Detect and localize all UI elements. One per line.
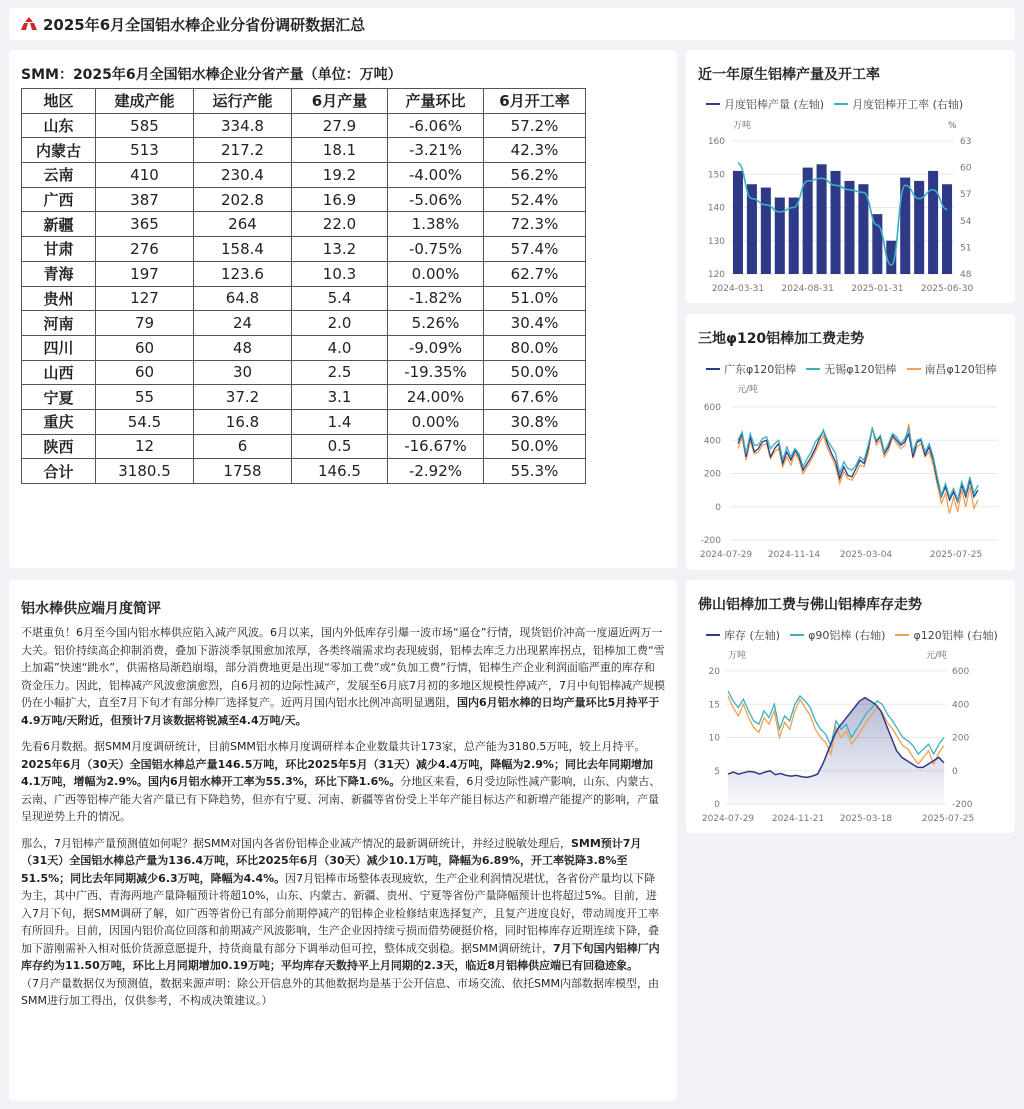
table-cell: 5.4 bbox=[292, 286, 388, 311]
table-cell: 410 bbox=[96, 163, 194, 188]
table-cell: 12 bbox=[96, 434, 194, 459]
x-tick: 2024-08-31 bbox=[781, 284, 834, 294]
table-cell: 55.3% bbox=[484, 459, 586, 484]
chart-title: 近一年原生铝棒产量及开工率 bbox=[698, 67, 880, 83]
table-row bbox=[22, 237, 586, 262]
table-cell: 16.8 bbox=[194, 409, 292, 434]
legend-item[interactable]: 库存 (左轴) bbox=[706, 627, 780, 643]
y-tick: -200 bbox=[700, 536, 721, 546]
table-cell: 387 bbox=[96, 187, 194, 212]
y-tick-right: 57 bbox=[960, 190, 972, 201]
y-tick-right: 54 bbox=[960, 216, 972, 227]
chart-title: 佛山铝棒加工费与佛山铝棒库存走势 bbox=[698, 597, 922, 613]
table-cell: 2.5 bbox=[292, 360, 388, 385]
table-cell: 0.00% bbox=[388, 261, 484, 286]
table-cell: 6 bbox=[194, 434, 292, 459]
table-cell: 云南 bbox=[22, 163, 96, 188]
table-row bbox=[22, 459, 586, 484]
table-cell: 河南 bbox=[22, 311, 96, 336]
y-tick-left: 15 bbox=[708, 700, 720, 711]
table-cell: 19.2 bbox=[292, 163, 388, 188]
table-cell: 123.6 bbox=[194, 261, 292, 286]
y-tick-left: 10 bbox=[708, 733, 720, 744]
table-cell: 56.2% bbox=[484, 163, 586, 188]
table-cell: 42.3% bbox=[484, 138, 586, 163]
output-rate-chart bbox=[686, 50, 1015, 303]
table-cell: -0.75% bbox=[388, 237, 484, 262]
chart-card-output-rate bbox=[686, 50, 1015, 303]
table-body bbox=[22, 113, 586, 483]
table-cell: 0.5 bbox=[292, 434, 388, 459]
production-table bbox=[21, 88, 586, 484]
axis-unit-left: 万吨 bbox=[728, 651, 747, 661]
table-cell: 50.0% bbox=[484, 360, 586, 385]
legend-item[interactable]: 月度铝棒开工率 (右轴) bbox=[834, 96, 963, 112]
logo-icon bbox=[21, 17, 37, 31]
y-tick-right: 60 bbox=[960, 163, 972, 174]
table-cell: 陕西 bbox=[22, 434, 96, 459]
table-header-cell: 运行产能 bbox=[194, 89, 292, 114]
y-tick: 0 bbox=[715, 502, 721, 513]
table-cell: 5.26% bbox=[388, 311, 484, 336]
table-row bbox=[22, 163, 586, 188]
table-header-cell: 地区 bbox=[22, 89, 96, 114]
table-cell: 365 bbox=[96, 212, 194, 237]
table-cell: 广西 bbox=[22, 187, 96, 212]
table-cell: -1.82% bbox=[388, 286, 484, 311]
table-header-cell: 建成产能 bbox=[96, 89, 194, 114]
table-cell: 宁夏 bbox=[22, 385, 96, 410]
table-cell: 57.4% bbox=[484, 237, 586, 262]
table-cell: 52.4% bbox=[484, 187, 586, 212]
table-row bbox=[22, 409, 586, 434]
table-cell: 30.4% bbox=[484, 311, 586, 336]
table-cell: 青海 bbox=[22, 261, 96, 286]
x-tick: 2025-06-30 bbox=[920, 284, 974, 294]
table-cell: 50.0% bbox=[484, 434, 586, 459]
legend-item[interactable]: φ90铝棒 (右轴) bbox=[790, 627, 885, 643]
table-cell: 585 bbox=[96, 113, 194, 138]
table-cell: 10.3 bbox=[292, 261, 388, 286]
table-cell: 334.8 bbox=[194, 113, 292, 138]
y-tick-left: 20 bbox=[708, 667, 720, 677]
bar bbox=[817, 164, 827, 274]
legend-item[interactable]: 无锡φ120铝棒 bbox=[806, 361, 896, 377]
bar bbox=[844, 181, 854, 274]
table-cell: 80.0% bbox=[484, 335, 586, 360]
axis-unit-right: 元/吨 bbox=[926, 651, 948, 661]
table-cell: 0.00% bbox=[388, 409, 484, 434]
production-table-card bbox=[9, 50, 677, 568]
article-paragraph: 先看6月数据。据SMM月度调研统计，目前SMM铝水棒月度调研样本企业数量共计173家，总产能为3180.5万吨，较上月持平。2025年6月（30天）全国铝水棒总产量146.5万吨，环比2025年5月（31天）减少4.4万吨，降幅为2.9%；同比去年同期增加4.1万吨，增幅为2.9%。国内6月铝水棒开工率为55.3%，环比下降1.6%。分地区来看，6月受边际性减产影响，山东、内蒙古、云南、广西等铝棒产能大省产量已有下降趋势，但亦有宁夏、河南、新疆等省份受上半年产能目标达产和新增产能提产的影响，产量呈现逆势上升的情况。 bbox=[21, 740, 661, 823]
table-cell: 55 bbox=[96, 385, 194, 410]
table-cell: 230.4 bbox=[194, 163, 292, 188]
y-tick: 400 bbox=[703, 436, 721, 447]
bar bbox=[747, 184, 757, 274]
y-tick-right: 200 bbox=[952, 733, 970, 744]
bar bbox=[914, 181, 924, 274]
table-cell: 127 bbox=[96, 286, 194, 311]
table-cell: 217.2 bbox=[194, 138, 292, 163]
bar bbox=[733, 171, 743, 274]
y-tick-right: -200 bbox=[952, 800, 973, 810]
chart-card-foshan bbox=[686, 580, 1015, 833]
table-cell: 67.6% bbox=[484, 385, 586, 410]
article-card bbox=[9, 580, 677, 1101]
table-cell: 合计 bbox=[22, 459, 96, 484]
bar bbox=[928, 171, 938, 274]
table-cell: 1.4 bbox=[292, 409, 388, 434]
table-cell: -19.35% bbox=[388, 360, 484, 385]
x-tick: 2024-07-29 bbox=[701, 814, 755, 824]
y-tick-right: 400 bbox=[952, 700, 970, 711]
table-cell: 24 bbox=[194, 311, 292, 336]
table-cell: 513 bbox=[96, 138, 194, 163]
article-title: 铝水棒供应端月度简评 bbox=[21, 601, 161, 617]
legend-item[interactable]: 广东φ120铝棒 bbox=[706, 361, 796, 377]
table-cell: 甘肃 bbox=[22, 237, 96, 262]
table-cell: 山东 bbox=[22, 113, 96, 138]
table-row bbox=[22, 335, 586, 360]
y-tick-right: 63 bbox=[960, 137, 972, 147]
axis-unit-right: % bbox=[948, 121, 957, 131]
x-tick: 2025-07-25 bbox=[921, 814, 975, 824]
y-tick-left: 120 bbox=[707, 270, 725, 280]
table-row bbox=[22, 113, 586, 138]
article-paragraph: 不堪重负！6月至今国内铝水棒供应陷入减产风波。6月以来，国内外低库存引爆一波市场“逼仓”行情，现货铝价冲高一度逼近两万一大关。铝价持续高企抑制消费，叠加下游淡季氛围愈加浓厚，各类终端需求均表现疲弱，铝棒去库乏力出现累库拐点，铝棒加工费“雪上加霜”快速“跳水”，供需格局渐趋崩塌，部分消费地更是出现“零加工费”或“负加工费”行情，铝棒生产企业利润面临严重的库存和资金压力。因此，铝棒减产风波愈演愈烈，自6月初的边际性减产，发展至6月底7月初的多地区规模性停减产，7月中旬铝棒减产规模仍在小幅扩大，直至7月下旬才有部分棒厂选择复产。近两月国内铝水比例冲高明显遇阻，国内6月铝水棒的日均产量环比5月持平于4.9万吨/天附近，但预计7月该数据将锐减至4.4万吨/天。 bbox=[21, 626, 665, 727]
x-tick: 2025-03-18 bbox=[839, 814, 893, 824]
table-cell: 16.9 bbox=[292, 187, 388, 212]
table-cell: 57.2% bbox=[484, 113, 586, 138]
chart-card-fees bbox=[686, 314, 1015, 570]
x-tick: 2025-01-31 bbox=[851, 284, 904, 294]
table-cell: 158.4 bbox=[194, 237, 292, 262]
table-cell: 24.00% bbox=[388, 385, 484, 410]
axis-unit-left: 万吨 bbox=[733, 121, 752, 131]
table-row bbox=[22, 187, 586, 212]
table-title: SMM：2025年6月全国铝水棒企业分省产量（单位：万吨） bbox=[21, 67, 402, 83]
table-cell: 51.0% bbox=[484, 286, 586, 311]
table-cell: -4.00% bbox=[388, 163, 484, 188]
x-tick: 2025-07-25 bbox=[929, 550, 983, 560]
legend-item[interactable]: φ120铝棒 (右轴) bbox=[895, 627, 997, 643]
y-tick-left: 150 bbox=[707, 170, 725, 181]
table-header-cell: 6月产量 bbox=[292, 89, 388, 114]
bar bbox=[942, 184, 952, 274]
chart-title: 三地φ120铝棒加工费走势 bbox=[698, 331, 865, 347]
table-cell: 18.1 bbox=[292, 138, 388, 163]
foshan-chart bbox=[686, 580, 1015, 833]
table-cell: 202.8 bbox=[194, 187, 292, 212]
table-cell: -16.67% bbox=[388, 434, 484, 459]
table-cell: 27.9 bbox=[292, 113, 388, 138]
table-cell: 1.38% bbox=[388, 212, 484, 237]
table-cell: 山西 bbox=[22, 360, 96, 385]
table-cell: 60 bbox=[96, 335, 194, 360]
y-tick: 600 bbox=[703, 403, 721, 413]
table-cell: 54.5 bbox=[96, 409, 194, 434]
table-cell: 72.3% bbox=[484, 212, 586, 237]
y-tick-left: 160 bbox=[707, 137, 725, 147]
table-cell: 22.0 bbox=[292, 212, 388, 237]
table-row bbox=[22, 434, 586, 459]
y-tick-right: 51 bbox=[960, 243, 972, 254]
y-tick-right: 48 bbox=[960, 270, 972, 280]
table-cell: 146.5 bbox=[292, 459, 388, 484]
table-cell: 四川 bbox=[22, 335, 96, 360]
table-cell: 内蒙古 bbox=[22, 138, 96, 163]
table-cell: 48 bbox=[194, 335, 292, 360]
bar bbox=[761, 188, 771, 274]
page-header bbox=[9, 8, 1015, 40]
table-cell: 37.2 bbox=[194, 385, 292, 410]
table-row bbox=[22, 385, 586, 410]
y-tick: 200 bbox=[703, 469, 721, 480]
table-cell: 276 bbox=[96, 237, 194, 262]
legend-item[interactable]: 月度铝棒产量 (左轴) bbox=[706, 96, 824, 112]
table-cell: -5.06% bbox=[388, 187, 484, 212]
y-tick-left: 140 bbox=[707, 203, 725, 214]
table-row bbox=[22, 311, 586, 336]
x-tick: 2025-03-04 bbox=[839, 550, 893, 560]
table-row bbox=[22, 212, 586, 237]
fees-chart bbox=[686, 314, 1015, 570]
table-cell: 30 bbox=[194, 360, 292, 385]
table-cell: 3180.5 bbox=[96, 459, 194, 484]
table-cell: 新疆 bbox=[22, 212, 96, 237]
table-cell: 3.1 bbox=[292, 385, 388, 410]
table-cell: 重庆 bbox=[22, 409, 96, 434]
legend-item[interactable]: 南昌φ120铝棒 bbox=[907, 361, 997, 377]
axis-unit: 元/吨 bbox=[737, 385, 759, 395]
x-tick: 2024-03-31 bbox=[711, 284, 765, 294]
table-cell: 贵州 bbox=[22, 286, 96, 311]
table-row bbox=[22, 138, 586, 163]
page-title: 2025年6月全国铝水棒企业分省份调研数据汇总 bbox=[43, 15, 366, 34]
y-tick-right: 0 bbox=[952, 766, 958, 777]
table-cell: 60 bbox=[96, 360, 194, 385]
table-cell: 62.7% bbox=[484, 261, 586, 286]
table-cell: 13.2 bbox=[292, 237, 388, 262]
table-cell: 2.0 bbox=[292, 311, 388, 336]
series-line bbox=[738, 429, 978, 502]
bar bbox=[789, 198, 799, 274]
table-cell: -6.06% bbox=[388, 113, 484, 138]
article-paragraph: 那么，7月铝棒产量预测值如何呢？据SMM对国内各省份铝棒企业减产情况的最新调研统计，并经过脱敏处理后，SMM预计7月（31天）全国铝水棒总产量为136.4万吨，环比2025年6月（30天）减少10.1万吨，降幅为6.89%，开工率锐降3.8%至51.5%；同比去年同期减少6.3万吨，降幅为4.4%。因7月铝棒市场整体表现疲软，生产企业利润情况堪忧，各省份产量均以下降为主，其中广西、青海两地产量降幅预计将超10%，山东、内蒙古、新疆、贵州、宁夏等省份产量降幅预计也将超过5%。目前，进入7月下旬，据SMM调研了解，如广西等省份已有部分前期停减产的铝棒企业检修结束选择复产，且复产进度良好，带动周度开工率有所回升。目前，因国内铝价高位回落和前期减产风波影响，生产企业因持续亏损而借势硬挺价格，同时铝棒库存近期连续下降，叠加下游刚需补入相对低价货源意愿提升，持货商量有部分下调举动但可控，整体成交弱稳。据SMM调研统计，7月下旬国内铝棒厂内库存约为11.50万吨，环比上月同期增加0.19万吨；平均库存天数持平上月同期的2.3天，临近8月铝棒供应端已有回稳迹象。 （7月产量数据仅为预测值，数据来源声明：除公开信息外的其他数据均是基于公开信息、市场交流、依托SMM内部数据库模型，由SMM进行加工得出，仅供参考，不构成决策建议。） bbox=[21, 836, 660, 1007]
x-tick: 2024-11-21 bbox=[771, 814, 825, 824]
y-tick-right: 600 bbox=[952, 667, 970, 677]
x-tick: 2024-11-14 bbox=[767, 550, 821, 560]
table-cell: 64.8 bbox=[194, 286, 292, 311]
table-header-cell: 产量环比 bbox=[388, 89, 484, 114]
y-tick-left: 0 bbox=[714, 800, 720, 810]
table-cell: 264 bbox=[194, 212, 292, 237]
table-cell: 4.0 bbox=[292, 335, 388, 360]
table-header-row bbox=[22, 89, 586, 114]
table-cell: 197 bbox=[96, 261, 194, 286]
x-tick: 2024-07-29 bbox=[699, 550, 753, 560]
table-cell: 30.8% bbox=[484, 409, 586, 434]
table-cell: 79 bbox=[96, 311, 194, 336]
table-cell: -9.09% bbox=[388, 335, 484, 360]
y-tick-left: 130 bbox=[707, 236, 725, 247]
series-line bbox=[738, 424, 978, 514]
table-row bbox=[22, 360, 586, 385]
table-cell: 1758 bbox=[194, 459, 292, 484]
table-cell: -2.92% bbox=[388, 459, 484, 484]
y-tick-left: 5 bbox=[714, 766, 720, 777]
table-cell: -3.21% bbox=[388, 138, 484, 163]
bar bbox=[775, 198, 785, 274]
table-row bbox=[22, 261, 586, 286]
table-header-cell: 6月开工率 bbox=[484, 89, 586, 114]
inventory-area bbox=[728, 698, 944, 804]
table-row bbox=[22, 286, 586, 311]
